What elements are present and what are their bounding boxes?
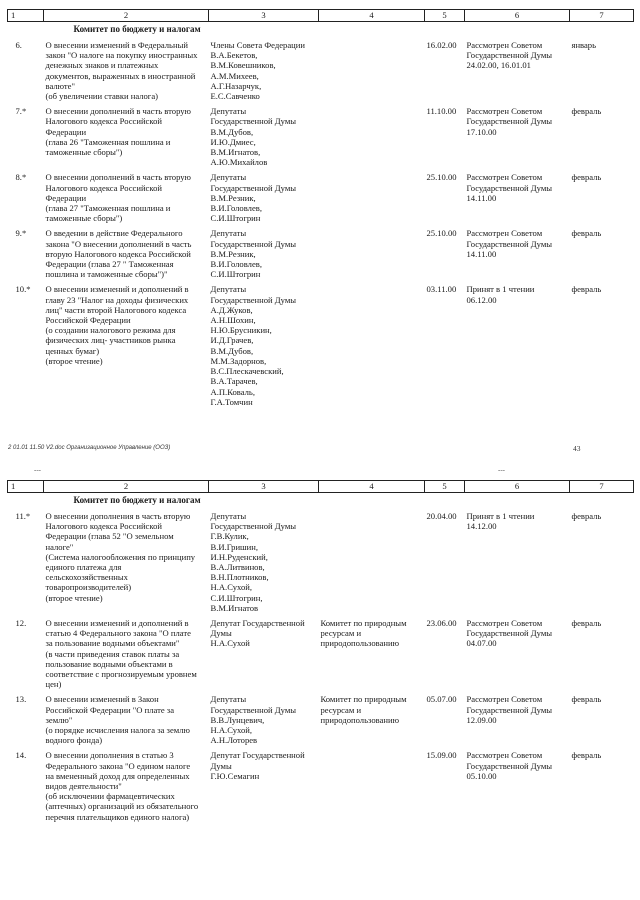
- col-header: 5: [425, 10, 465, 22]
- submission-date: 23.06.00: [426, 618, 457, 629]
- bill-title-line: денежных знаков и платежных: [45, 60, 159, 71]
- bill-authors-line: С.И.Штогрин,: [210, 592, 263, 603]
- bill-authors-line: Н.Ю.Брусникин,: [210, 325, 272, 336]
- item-number: 11.*: [15, 511, 31, 521]
- col-header: 1: [8, 10, 44, 22]
- committee-heading: Комитет по бюджету и налогам: [73, 24, 201, 34]
- table-row: [8, 279, 634, 406]
- bill-authors-line: Г.В.Кулик,: [210, 531, 249, 542]
- bill-title-line: (Система налогообложения по принципу: [45, 551, 196, 562]
- table-row: [8, 101, 634, 167]
- bill-authors: [209, 689, 319, 745]
- bill-title-line: О внесении изменений и дополнений в: [45, 618, 189, 629]
- bill-status-line: 04.07.00: [466, 638, 497, 649]
- bill-status-line: Рассмотрен Советом: [466, 618, 543, 629]
- bill-status-line: 17.10.00: [466, 126, 497, 137]
- bill-authors: [209, 223, 319, 279]
- submission-date: 20.04.00: [426, 511, 457, 521]
- col-header: 4: [319, 481, 425, 493]
- bill-authors-line: Думы: [210, 628, 232, 639]
- bill-authors-line: В.М.Дубов,: [210, 126, 254, 137]
- bill-authors-line: Н.А.Сухой,: [210, 725, 253, 736]
- bill-status-line: 14.11.00: [466, 248, 497, 259]
- page-number: 43: [573, 444, 581, 453]
- submission-date: 25.10.00: [426, 228, 457, 239]
- bill-authors-line: В.Н.Плотников,: [210, 572, 269, 583]
- bill-status: [465, 35, 570, 101]
- bill-title-line: (о порядке исчисления налога за землю: [45, 725, 190, 736]
- bill-title: [44, 613, 209, 689]
- bill-authors-line: А.П.Коваль,: [210, 386, 256, 397]
- bill-authors: [209, 35, 319, 101]
- bill-authors-line: Г.Ю.Семагин: [210, 770, 260, 781]
- item-number: 12.: [15, 618, 27, 629]
- bill-authors-line: Н.А.Сухой,: [210, 582, 253, 593]
- bill-authors: [209, 613, 319, 689]
- bill-title-line: О внесении изменений в Федеральный: [45, 40, 188, 50]
- submission-date: 15.09.00: [426, 750, 457, 761]
- bill-authors-line: В.И.Головлев,: [210, 259, 262, 270]
- bill-authors-line: А.Н.Шохин,: [210, 315, 256, 326]
- bill-title-line: О внесении дополнений в часть вторую: [45, 172, 191, 183]
- bill-authors-line: В.М.Игнатов,: [210, 147, 261, 158]
- co-committee-line: ресурсам и: [320, 628, 362, 639]
- table-row: [8, 613, 634, 689]
- bill-title-line: О введении в действие Федерального: [45, 228, 183, 239]
- co-committee-line: природопользованию: [320, 638, 400, 649]
- planned-month: февраль: [571, 106, 602, 117]
- bill-authors-line: С.И.Штогрин: [210, 213, 261, 224]
- bill-title-line: водного фонда): [45, 735, 103, 746]
- col-header: 4: [319, 10, 425, 22]
- bill-authors-line: А.Ю.Михайлов: [210, 157, 268, 168]
- bill-authors-line: В.М.Резник,: [210, 192, 256, 203]
- bill-authors-line: В.А.Тарачев,: [210, 376, 258, 387]
- bill-authors: [209, 167, 319, 223]
- bill-authors-line: В.М.Ковешников,: [210, 60, 276, 71]
- col-header: 5: [425, 481, 465, 493]
- co-committee-line: ресурсам и: [320, 704, 362, 715]
- bill-authors-line: В.И.Головлев,: [210, 203, 262, 214]
- table-row: [8, 223, 634, 279]
- bill-title-line: на вмененный доход для определенных: [45, 770, 190, 781]
- bill-status-line: 24.02.00, 16.01.01: [466, 60, 531, 71]
- bill-title-line: О внесении изменений и дополнений в: [45, 284, 189, 295]
- bill-authors-line: А.Г.Назарчук,: [210, 80, 262, 91]
- committee-heading-row: [8, 22, 634, 36]
- bill-authors-line: А.Д.Жуков,: [210, 304, 253, 315]
- bill-status-line: 05.10.00: [466, 770, 497, 781]
- separator-mark: ---: [498, 466, 505, 474]
- bill-title-line: пользование водными объектами в: [45, 658, 173, 669]
- bill-title-line: сельскохозяйственных: [45, 572, 128, 583]
- bill-title-line: (аптечных) организаций из обязательного: [45, 801, 199, 812]
- col-header: 2: [44, 10, 209, 22]
- co-committee: [319, 506, 425, 613]
- bill-title-line: за пользование водными объектами": [45, 638, 180, 649]
- bill-authors-line: Депутаты: [210, 694, 247, 705]
- bill-status-line: Государственной Думы: [466, 238, 553, 249]
- bill-title-line: единого платежа для: [45, 562, 122, 573]
- table-row: [8, 689, 634, 745]
- bill-title-line: Федерации (глава 52 "О земельном: [45, 531, 174, 542]
- bill-authors-line: Е.С.Савченко: [210, 91, 260, 102]
- bill-title-line: Налогового кодекса Российской: [45, 182, 163, 193]
- bill-status: [465, 745, 570, 821]
- bill-title: [44, 689, 209, 745]
- bill-title: [44, 745, 209, 821]
- bill-title-line: О внесении дополнения в часть вторую: [45, 511, 191, 521]
- bill-status-line: Рассмотрен Советом: [466, 750, 543, 761]
- bill-title-line: перечня плательщиков единого налога): [45, 811, 190, 822]
- co-committee: [319, 689, 425, 745]
- bill-status-line: Государственной Думы: [466, 50, 553, 61]
- bill-status-line: Принят в 1 чтении: [466, 511, 535, 521]
- bill-status: [465, 223, 570, 279]
- table-row: [8, 35, 634, 101]
- bill-title-line: таможенные сборы"): [45, 213, 123, 224]
- bill-status-line: Рассмотрен Советом: [466, 694, 543, 705]
- committee-heading-row: [8, 493, 634, 507]
- footer-file-reference: 2 01.01 11.50 V2.doc Организационное Управление (ООЗ): [8, 445, 171, 451]
- bill-title-line: Российской Федерации "О плате за: [45, 704, 175, 715]
- bill-title-line: (о создании налогового режима для: [45, 325, 176, 336]
- col-header: 6: [465, 10, 570, 22]
- bill-authors-line: Государственной Думы: [210, 182, 297, 193]
- bill-authors-line: В.М.Резник,: [210, 248, 256, 259]
- bill-authors-line: Депутаты: [210, 106, 247, 117]
- planned-month: февраль: [571, 618, 602, 629]
- co-committee: [319, 223, 425, 279]
- bill-status-line: 06.12.00: [466, 294, 497, 305]
- bill-title-line: О внесении изменений в Закон: [45, 694, 159, 705]
- bill-authors-line: М.М.Задорнов,: [210, 355, 267, 366]
- item-number: 10.*: [15, 284, 31, 295]
- bill-status-line: 12.09.00: [466, 714, 497, 725]
- bill-authors-line: И.Ю.Дмиес,: [210, 136, 256, 147]
- submission-date: 03.11.00: [426, 284, 457, 295]
- table-page-lower: [7, 480, 634, 822]
- bill-status-line: Рассмотрен Советом: [466, 228, 543, 239]
- bill-authors-line: Государственной Думы: [210, 704, 297, 715]
- table-row: [8, 506, 634, 613]
- planned-month: февраль: [571, 228, 602, 239]
- bill-authors-line: А.М.Михеев,: [210, 70, 259, 81]
- planned-month: февраль: [571, 172, 602, 183]
- bill-authors-line: И.Н.Руденский,: [210, 551, 268, 562]
- bill-authors-line: Члены Совета Федерации: [210, 40, 305, 50]
- bill-status-line: 14.11.00: [466, 192, 497, 203]
- bill-status: [465, 613, 570, 689]
- col-header: 3: [209, 10, 319, 22]
- planned-month: февраль: [571, 694, 602, 705]
- bill-authors-line: В.С.Плескачевский,: [210, 366, 284, 377]
- bill-authors-line: И.Д.Грачев,: [210, 335, 254, 346]
- bill-title-line: (глава 27 "Таможенная пошлина и: [45, 203, 171, 214]
- bill-title-line: Федерации: [45, 126, 87, 137]
- co-committee: [319, 745, 425, 821]
- bill-authors-line: Государственной Думы: [210, 116, 297, 127]
- col-header: 7: [570, 10, 634, 22]
- bill-title-line: землю": [45, 714, 73, 725]
- bill-authors: [209, 101, 319, 167]
- bill-authors-line: Депутаты: [210, 172, 247, 183]
- bill-title-line: товаропроизводителей): [45, 582, 132, 593]
- bill-authors-line: В.В.Лунцевич,: [210, 714, 265, 725]
- co-committee: [319, 167, 425, 223]
- table-row: [8, 745, 634, 821]
- bill-title-line: ценных бумаг): [45, 345, 100, 356]
- bill-title: [44, 167, 209, 223]
- bill-status: [465, 279, 570, 406]
- bill-status: [465, 101, 570, 167]
- bill-title-line: главу 23 "Налог на доходы физических: [45, 294, 189, 305]
- bill-title-line: закон "О налоге на покупку иностранных: [45, 50, 198, 61]
- bill-authors-line: Депутаты: [210, 284, 247, 295]
- separator-mark: ---: [34, 466, 41, 474]
- bill-title-line: лиц" части второй Налогового кодекса: [45, 304, 187, 315]
- bill-authors-line: Г.А.Томчин: [210, 396, 253, 407]
- bill-title-line: Налогового кодекса Российской: [45, 521, 163, 532]
- bill-title-line: (глава 26 "Таможенная пошлина и: [45, 136, 171, 147]
- bill-authors-line: Государственной Думы: [210, 521, 297, 532]
- bill-authors-line: Депутат Государственной: [210, 750, 305, 761]
- bill-authors-line: В.А.Бекетов,: [210, 50, 258, 61]
- bill-title-line: Налогового кодекса Российской: [45, 116, 163, 127]
- bill-status: [465, 689, 570, 745]
- bill-title-line: видов деятельности": [45, 781, 122, 792]
- co-committee-line: природопользованию: [320, 714, 400, 725]
- bill-authors-line: С.И.Штогрин: [210, 269, 261, 280]
- bill-title-line: Федерации: [45, 192, 87, 203]
- bill-authors-line: В.А.Литвинов,: [210, 562, 265, 573]
- bill-title-line: документов, выраженных в иностранной: [45, 70, 196, 81]
- bill-title-line: (второе чтение): [45, 355, 103, 366]
- bill-title-line: Федерального закона "О едином налоге: [45, 760, 191, 771]
- bill-status-line: Государственной Думы: [466, 116, 553, 127]
- bill-title-line: (об исключении фармацевтических: [45, 791, 175, 802]
- bill-title-line: таможенные сборы"): [45, 147, 123, 158]
- bill-status: [465, 506, 570, 613]
- planned-month: февраль: [571, 284, 602, 295]
- bill-status-line: Государственной Думы: [466, 704, 553, 715]
- bill-title-line: валюте": [45, 80, 76, 91]
- table-page-upper: [7, 9, 634, 407]
- bill-authors-line: Государственной Думы: [210, 294, 297, 305]
- bill-title: [44, 101, 209, 167]
- submission-date: 16.02.00: [426, 40, 457, 50]
- bill-title-line: физических лиц- участников рынка: [45, 335, 176, 346]
- bill-title-line: соответствие с прогнозируемым уровнем: [45, 669, 197, 680]
- bill-title-line: статью 4 Федерального закона "О плате: [45, 628, 191, 639]
- bill-title: [44, 506, 209, 613]
- bill-title-line: О внесении дополнения в статью 3: [45, 750, 174, 761]
- bill-status-line: Государственной Думы: [466, 182, 553, 193]
- bill-status-line: Рассмотрен Советом: [466, 40, 543, 50]
- bill-authors-line: А.Н.Лоторев: [210, 735, 258, 746]
- co-committee-line: Комитет по природным: [320, 618, 407, 629]
- col-header: 6: [465, 481, 570, 493]
- bill-status-line: Государственной Думы: [466, 628, 553, 639]
- bill-authors-line: В.М.Игнатов: [210, 602, 259, 613]
- co-committee: [319, 613, 425, 689]
- bill-authors-line: Депутаты: [210, 228, 247, 239]
- col-header: 2: [44, 481, 209, 493]
- bill-authors: [209, 745, 319, 821]
- bill-authors: [209, 279, 319, 406]
- bill-authors-line: В.И.Гришин,: [210, 541, 259, 552]
- bill-status-line: 14.12.00: [466, 521, 497, 532]
- co-committee: [319, 279, 425, 406]
- column-number-header: [8, 481, 634, 493]
- submission-date: 05.07.00: [426, 694, 457, 705]
- bill-title: [44, 223, 209, 279]
- bill-status-line: Принят в 1 чтении: [466, 284, 535, 295]
- bill-authors-line: Думы: [210, 760, 232, 771]
- col-header: 1: [8, 481, 44, 493]
- bill-title: [44, 279, 209, 406]
- bill-authors-line: Н.А.Сухой: [210, 638, 250, 649]
- bill-title-line: налоге": [45, 541, 74, 552]
- bill-authors-line: В.М.Дубов,: [210, 345, 254, 356]
- submission-date: 11.10.00: [426, 106, 457, 117]
- bill-authors-line: Депутат Государственной: [210, 618, 305, 629]
- co-committee: [319, 101, 425, 167]
- committee-heading: Комитет по бюджету и налогам: [73, 495, 201, 505]
- bill-status-line: Рассмотрен Советом: [466, 106, 543, 117]
- item-number: 9.*: [15, 228, 27, 239]
- item-number: 6.: [15, 40, 22, 50]
- bill-title-line: цен): [45, 679, 62, 690]
- bill-title-line: (в части приведения ставок платы за: [45, 648, 180, 659]
- table-row: [8, 167, 634, 223]
- planned-month: январь: [571, 40, 597, 50]
- item-number: 14.: [15, 750, 27, 761]
- planned-month: февраль: [571, 750, 602, 761]
- bill-status-line: Рассмотрен Советом: [466, 172, 543, 183]
- bill-authors: [209, 506, 319, 613]
- bill-title: [44, 35, 209, 101]
- bill-status: [465, 167, 570, 223]
- item-number: 8.*: [15, 172, 27, 183]
- col-header: 3: [209, 481, 319, 493]
- bill-authors-line: Депутаты: [210, 511, 247, 521]
- bill-authors-line: Государственной Думы: [210, 238, 297, 249]
- bill-title-line: пошлина и таможенные сборы")": [45, 269, 168, 280]
- bill-title-line: О внесении дополнений в часть вторую: [45, 106, 191, 117]
- bill-title-line: Российской Федерации: [45, 315, 131, 326]
- item-number: 7.*: [15, 106, 27, 117]
- column-number-header: [8, 10, 634, 22]
- bill-title-line: закона "О внесении дополнений в часть: [45, 238, 192, 249]
- planned-month: февраль: [571, 511, 602, 521]
- submission-date: 25.10.00: [426, 172, 457, 183]
- co-committee-line: Комитет по природным: [320, 694, 407, 705]
- bill-title-line: вторую Налогового кодекса Российской: [45, 248, 191, 259]
- bill-status-line: Государственной Думы: [466, 760, 553, 771]
- bill-title-line: Федерации (глава 27 " Таможенная: [45, 259, 174, 270]
- co-committee: [319, 35, 425, 101]
- item-number: 13.: [15, 694, 27, 705]
- bill-title-line: (второе чтение): [45, 592, 103, 603]
- bill-title-line: (об увеличении ставки налога): [45, 91, 159, 102]
- col-header: 7: [570, 481, 634, 493]
